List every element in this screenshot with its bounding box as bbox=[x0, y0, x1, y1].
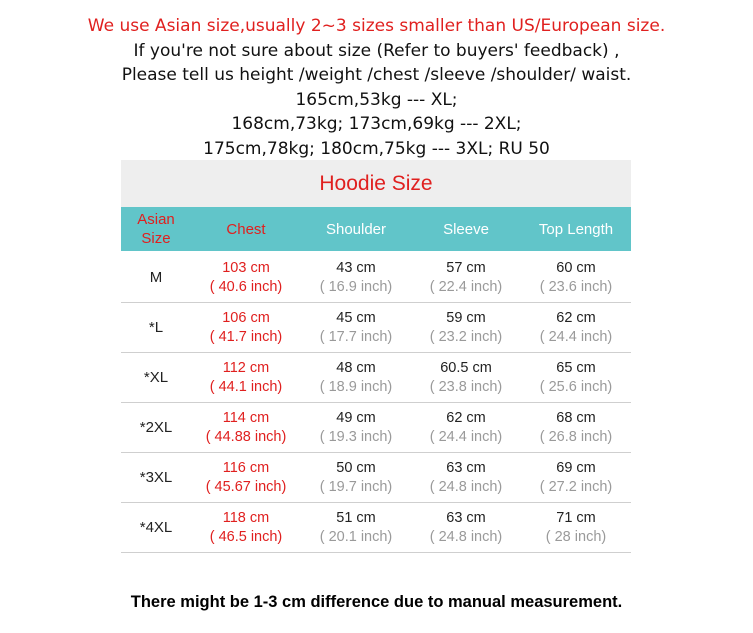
header-size-label: Size bbox=[141, 230, 171, 247]
chest-cell bbox=[191, 509, 301, 547]
chest-inch: ( 46.5 inch) bbox=[209, 528, 283, 545]
shoulder-cm: 51 cm bbox=[336, 509, 376, 526]
chest-cm: 103 cm bbox=[222, 259, 270, 276]
top-length-inch: ( 27.2 inch) bbox=[539, 478, 613, 495]
sleeve-inch: ( 24.4 inch) bbox=[429, 428, 503, 445]
top-length-cell bbox=[521, 259, 631, 297]
sleeve-inch: ( 22.4 inch) bbox=[429, 278, 503, 295]
sleeve-cell bbox=[411, 359, 521, 397]
asian-size-warning: We use Asian size,usually 2~3 sizes smaller than US/European size. bbox=[87, 16, 666, 36]
chest-cm: 118 cm bbox=[222, 509, 270, 526]
top-length-cell bbox=[521, 409, 631, 447]
shoulder-cell bbox=[301, 409, 411, 447]
table-row bbox=[121, 453, 631, 503]
size-example-2xl: 168cm,73kg; 173cm,69kg --- 2XL; bbox=[231, 114, 522, 134]
size-cell: *4XL bbox=[139, 519, 173, 536]
shoulder-inch: ( 16.9 inch) bbox=[319, 278, 393, 295]
sleeve-cell bbox=[411, 259, 521, 297]
shoulder-cell bbox=[301, 359, 411, 397]
header-asian-label: Asian bbox=[137, 211, 175, 228]
chest-cm: 106 cm bbox=[222, 309, 270, 326]
size-example-3xl: 175cm,78kg; 180cm,75kg --- 3XL; RU 50 bbox=[203, 138, 550, 159]
shoulder-cm: 49 cm bbox=[336, 409, 376, 426]
sleeve-cell bbox=[411, 309, 521, 347]
top-length-cm: 68 cm bbox=[556, 409, 596, 426]
size-example-xl: 165cm,53kg --- XL; bbox=[295, 89, 458, 110]
sleeve-cm: 63 cm bbox=[446, 509, 486, 526]
sleeve-inch: ( 23.8 inch) bbox=[429, 378, 503, 395]
sleeve-inch: ( 23.2 inch) bbox=[429, 328, 503, 345]
sleeve-cm: 57 cm bbox=[446, 259, 486, 276]
top-length-cm: 60 cm bbox=[556, 259, 596, 276]
table-row bbox=[121, 353, 631, 403]
top-length-cell bbox=[521, 359, 631, 397]
chest-inch: ( 44.1 inch) bbox=[209, 378, 283, 395]
chest-cell bbox=[191, 359, 301, 397]
shoulder-inch: ( 19.3 inch) bbox=[319, 428, 393, 445]
chest-inch: ( 45.67 inch) bbox=[205, 478, 287, 495]
chest-inch: ( 41.7 inch) bbox=[209, 328, 283, 345]
sleeve-cell bbox=[411, 459, 521, 497]
sleeve-cm: 62 cm bbox=[446, 409, 486, 426]
header-top-length: Top Length bbox=[538, 220, 614, 238]
top-length-inch: ( 28 inch) bbox=[545, 528, 607, 545]
shoulder-inch: ( 18.9 inch) bbox=[319, 378, 393, 395]
top-length-inch: ( 24.4 inch) bbox=[539, 328, 613, 345]
chest-cell bbox=[191, 459, 301, 497]
size-cell: *3XL bbox=[139, 469, 173, 486]
shoulder-cell bbox=[301, 509, 411, 547]
top-length-inch: ( 23.6 inch) bbox=[539, 278, 613, 295]
shoulder-cell bbox=[301, 259, 411, 297]
chest-cell bbox=[191, 409, 301, 447]
sleeve-cm: 63 cm bbox=[446, 459, 486, 476]
chest-cm: 112 cm bbox=[222, 359, 270, 376]
shoulder-cell bbox=[301, 459, 411, 497]
sleeve-cm: 60.5 cm bbox=[440, 359, 492, 376]
shoulder-inch: ( 20.1 inch) bbox=[319, 528, 393, 545]
top-length-cell bbox=[521, 459, 631, 497]
size-advice-text bbox=[0, 14, 753, 161]
header-chest: Chest bbox=[226, 220, 266, 238]
table-header-row bbox=[121, 207, 631, 251]
chest-cell bbox=[191, 309, 301, 347]
shoulder-cm: 50 cm bbox=[336, 459, 376, 476]
top-length-cell bbox=[521, 509, 631, 547]
top-length-cell bbox=[521, 309, 631, 347]
chest-cm: 114 cm bbox=[222, 409, 270, 426]
shoulder-cm: 45 cm bbox=[336, 309, 376, 326]
measurement-request: Please tell us height /weight /chest /sleeve /shoulder/ waist. bbox=[121, 65, 632, 85]
hoodie-size-table bbox=[121, 160, 631, 553]
top-length-cm: 65 cm bbox=[556, 359, 596, 376]
header-asian-size bbox=[121, 210, 191, 248]
table-row bbox=[121, 303, 631, 353]
feedback-advice: If you're not sure about size (Refer to buyers' feedback) , bbox=[133, 40, 620, 61]
sleeve-inch: ( 24.8 inch) bbox=[429, 478, 503, 495]
top-length-cm: 69 cm bbox=[556, 459, 596, 476]
size-cell: *XL bbox=[143, 369, 169, 386]
top-length-cm: 62 cm bbox=[556, 309, 596, 326]
header-shoulder: Shoulder bbox=[325, 220, 387, 238]
shoulder-cm: 43 cm bbox=[336, 259, 376, 276]
chest-cm: 116 cm bbox=[222, 459, 270, 476]
measurement-disclaimer: There might be 1-3 cm difference due to manual measurement. bbox=[130, 593, 623, 611]
chest-cell bbox=[191, 259, 301, 297]
sleeve-inch: ( 24.8 inch) bbox=[429, 528, 503, 545]
table-row bbox=[121, 253, 631, 303]
chest-inch: ( 40.6 inch) bbox=[209, 278, 283, 295]
table-body bbox=[121, 253, 631, 553]
shoulder-inch: ( 19.7 inch) bbox=[319, 478, 393, 495]
sleeve-cm: 59 cm bbox=[446, 309, 486, 326]
chest-inch: ( 44.88 inch) bbox=[205, 428, 287, 445]
size-cell: *L bbox=[148, 319, 164, 336]
table-row bbox=[121, 403, 631, 453]
size-cell: M bbox=[149, 269, 163, 286]
top-length-inch: ( 25.6 inch) bbox=[539, 378, 613, 395]
top-length-cm: 71 cm bbox=[556, 509, 596, 526]
top-length-inch: ( 26.8 inch) bbox=[539, 428, 613, 445]
shoulder-cell bbox=[301, 309, 411, 347]
table-title: Hoodie Size bbox=[121, 160, 631, 207]
size-cell: *2XL bbox=[139, 419, 173, 436]
shoulder-cm: 48 cm bbox=[336, 359, 376, 376]
header-sleeve: Sleeve bbox=[443, 220, 489, 238]
table-row bbox=[121, 503, 631, 553]
sleeve-cell bbox=[411, 409, 521, 447]
sleeve-cell bbox=[411, 509, 521, 547]
shoulder-inch: ( 17.7 inch) bbox=[319, 328, 393, 345]
